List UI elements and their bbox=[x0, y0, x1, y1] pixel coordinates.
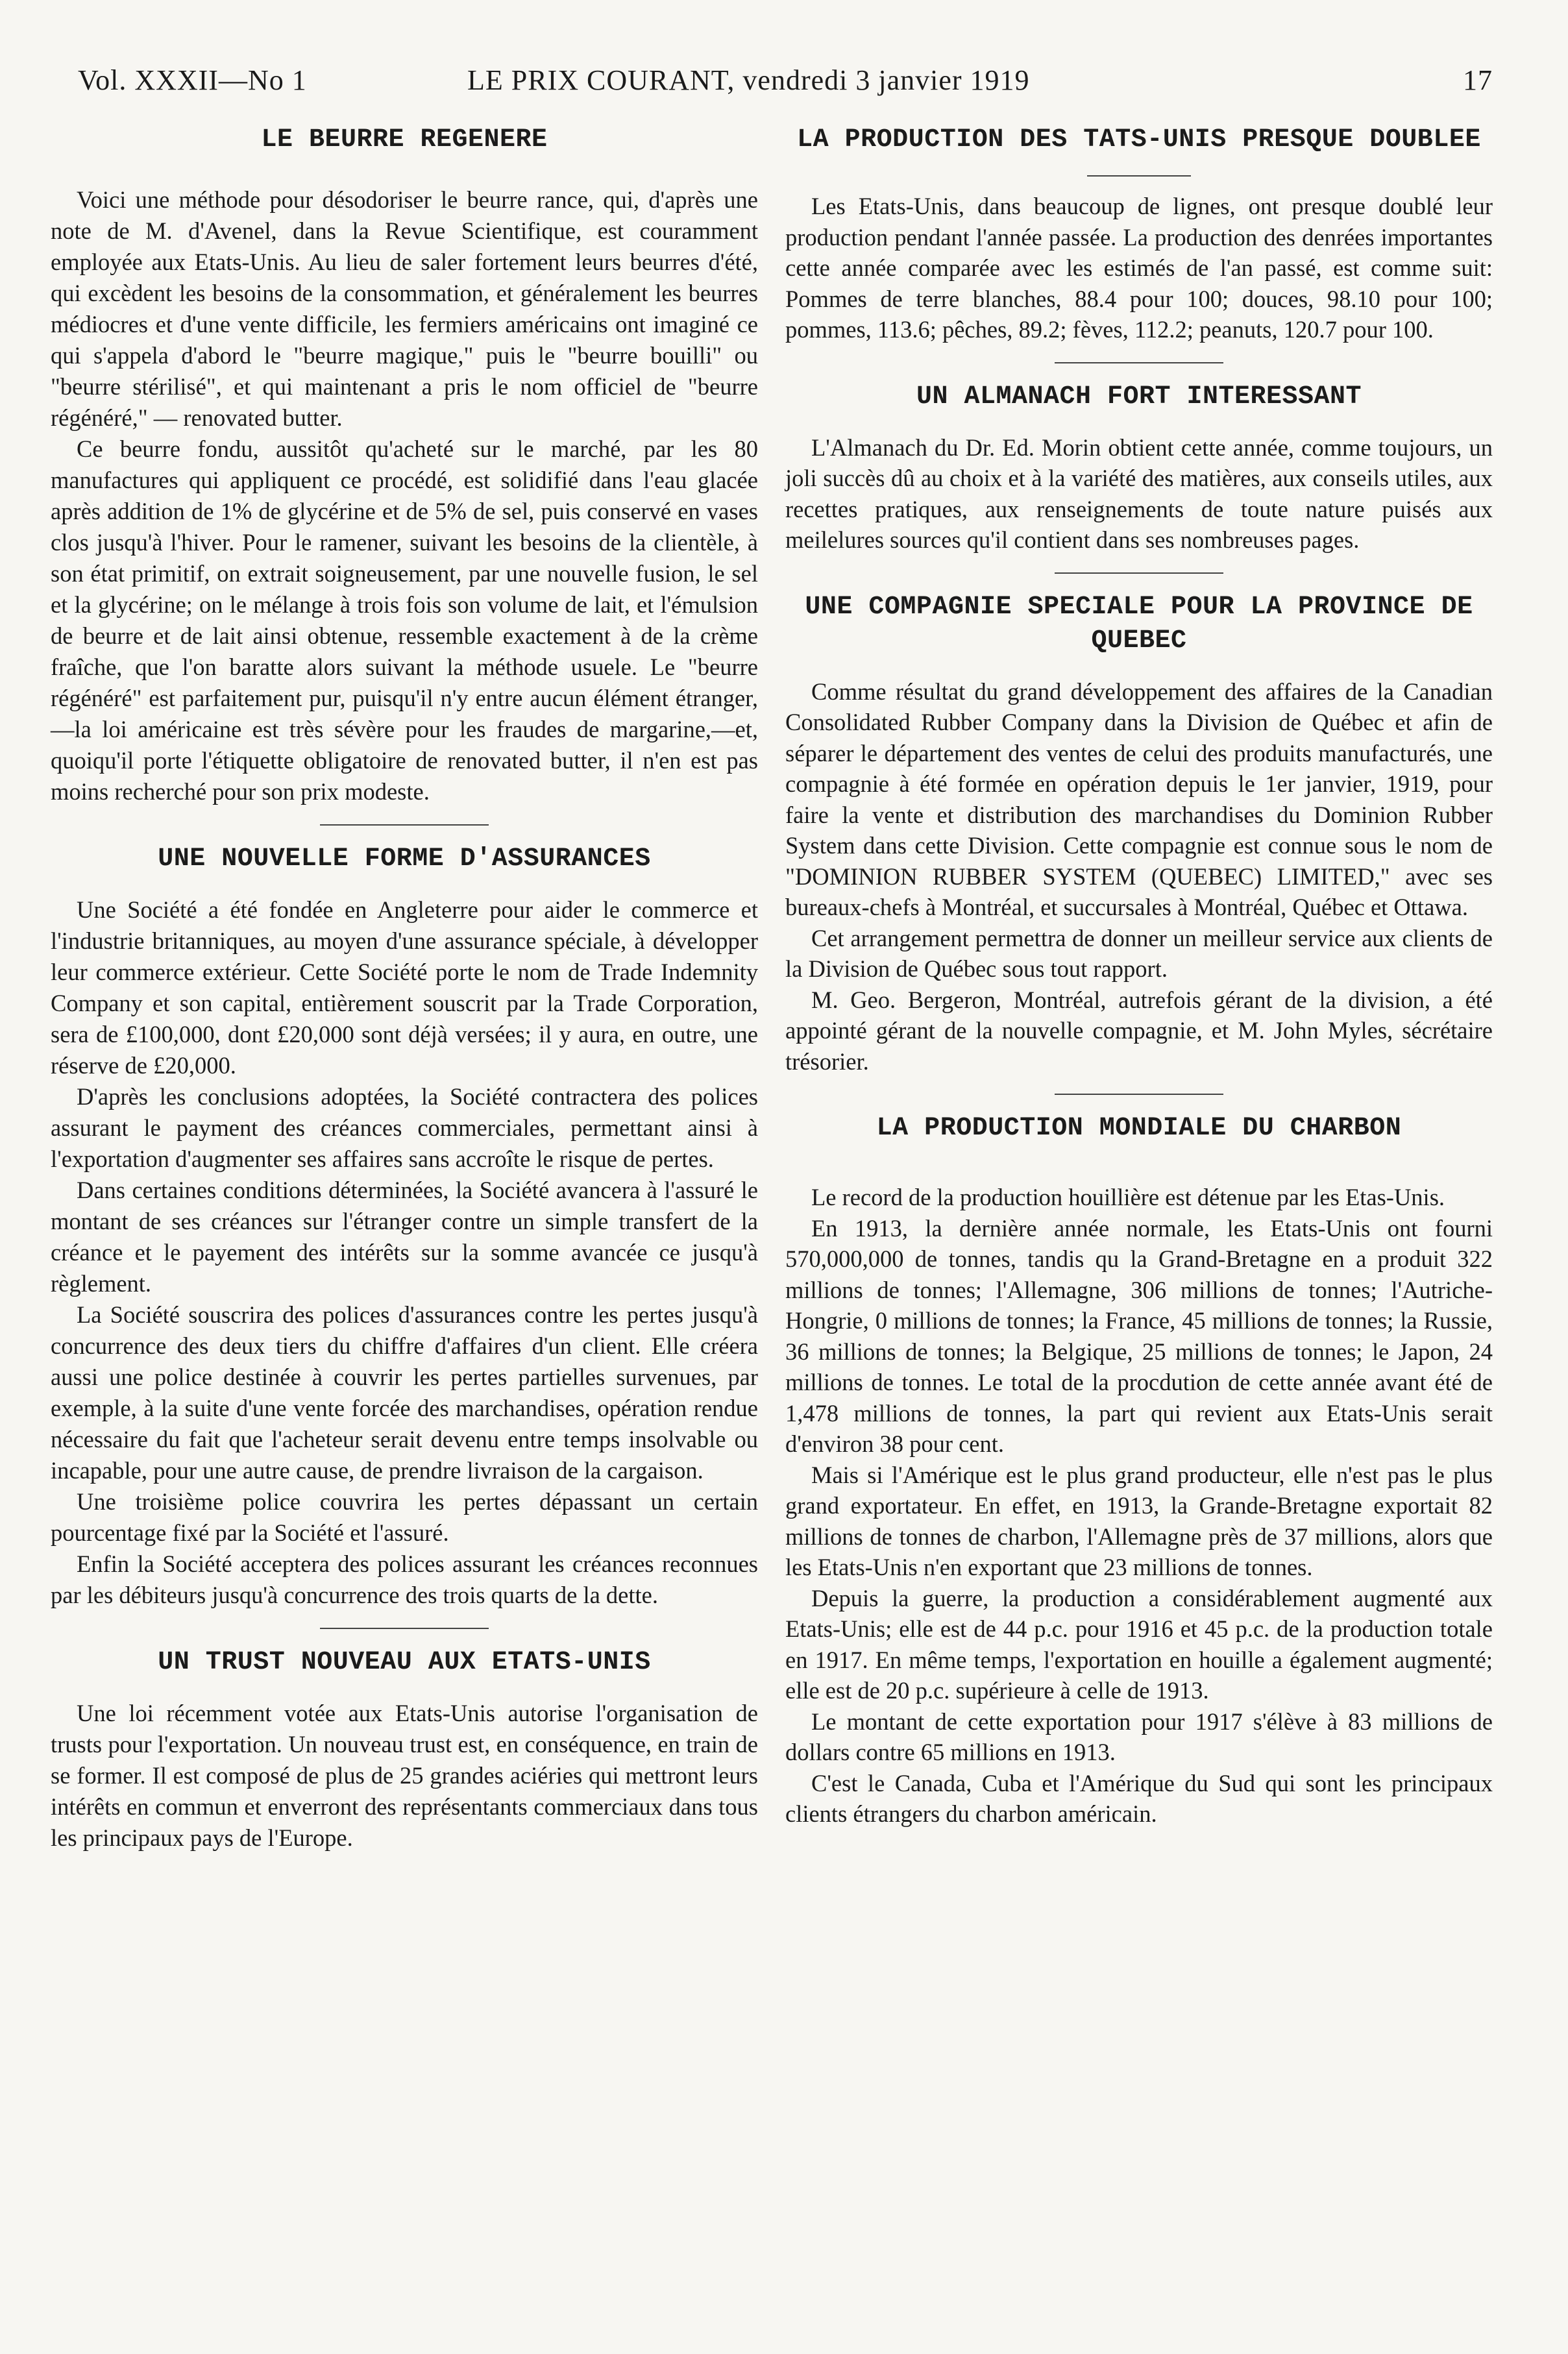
page-header bbox=[78, 57, 1493, 116]
article-title: LE BEURRE REGENERE bbox=[261, 125, 548, 154]
article-compagnie-quebec bbox=[785, 591, 1493, 1077]
article-paragraph: D'après les conclusions adoptées, la Société contractera des polices assurant le payment des créances commerciales, permettant ainsi à l'exportation d'augmenter ses affaires sans accroîte le risque de pertes. bbox=[51, 1083, 758, 1172]
article-title: LA PRODUCTION MONDIALE DU CHARBON bbox=[876, 1114, 1402, 1143]
article-paragraph: C'est le Canada, Cuba et l'Amérique du Sud qui sont les principaux clients étrangers du charbon américain. bbox=[785, 1769, 1493, 1827]
article-paragraph: La Société souscrira des polices d'assurances contre les pertes jusqu'à concurrence des deux tiers du chiffre d'affaires d'un client. Elle créera aussi une police destinée à couvrir les pertes partielles survenues, par exemple, à la suite d'une vente forcée des marchandises, opération rendue nécessaire du fait que l'acheteur serait devenu entre temps insolvable ou incapable, pour une autre cause, de prendre livraison de la cargaison. bbox=[51, 1301, 758, 1484]
article-paragraph: M. Geo. Bergeron, Montréal, autrefois gérant de la division, a été appointé gérant de la nouvelle compagnie, et M. John Myles, sécrétaire trésorier. bbox=[785, 986, 1493, 1075]
article-paragraph: Dans certaines conditions déterminées, la Société avancera à l'assuré le montant de ses créances sur l'étranger contre un simple transfert de la créance et le payement des intérêts sur la somme avancée ce jusqu'à règlement. bbox=[51, 1177, 758, 1297]
article-divider bbox=[320, 1628, 489, 1629]
article-paragraph: Les Etats-Unis, dans beaucoup de lignes, ont presque doublé leur production pendant l'année passée. La production des denrées importantes cette année comparée avec les estimés de l'an passé, est comme suit: Pommes de terre blanches, 88.4 pour 100; douces, 98.10 pour 100; pommes, 113.6; pêches, 89.2; fèves, 112.2; peanuts, 120.7 pour 100. bbox=[785, 193, 1493, 343]
publication-title: LE PRIX COURANT, vendredi 3 janvier 1919 bbox=[467, 64, 1030, 96]
article-paragraph: Ce beurre fondu, aussitôt qu'acheté sur le marché, par les 80 manufactures qui appliquent ce procédé, est solidifié dans l'eau glacée après addition de 1% de glycérine et de 5% de sel, puis conservé en vases clos jusqu'à l'hiver. Pour le ramener, suivant les besoins de la clientèle, à son état primitif, on extrait soigneusement, par une nouvelle fusion, le sel et la glycérine; on le mélange à trois fois son volume de lait, et l'émulsion de beurre et de lait ainsi obtenue, ressemble exactement à de la crème fraîche, que l'on baratte alors suivant la méthode usuele. Le "beurre régénéré" est parfaitement pur, puisqu'il n'y entre aucun élément étranger, —la loi américaine est très sévère pour les fraudes de margarine,—et, quoiqu'il porte l'étiquette obligatoire de renovated butter, il n'en est pas moins recherché pour son prix modeste. bbox=[51, 435, 758, 805]
article-paragraph: Mais si l'Amérique est le plus grand producteur, elle n'est pas le plus grand exportateur. En effet, en 1913, la Grande-Bretagne exportait 82 millions de tonnes de charbon, l'Allemagne près de 37 millions, alors que les Etats-Unis n'en exportant que 23 millions de tonnes. bbox=[785, 1461, 1493, 1580]
article-paragraph: Cet arrangement permettra de donner un meilleur service aux clients de la Division de Québec sous tout rapport. bbox=[785, 924, 1493, 982]
article-charbon bbox=[785, 1112, 1493, 1830]
title-rule bbox=[1087, 175, 1191, 177]
left-column bbox=[51, 123, 758, 1854]
article-paragraph: En 1913, la dernière année normale, les Etats-Unis ont fourni 570,000,000 de tonnes, tandis qu la Grand-Bretagne en a produit 322 millions de tonnes; l'Allemagne, 306 millions de tonnes; l'Autriche-Hongrie, 0 millions de tonnes; la France, 45 millions de tonnes; la Russie, 36 millions de tonnes; la Belgique, 25 millions de tonnes; le Japon, 24 millions de tonnes. Le total de la procdution de cette année avant été de 1,478 millions de tonnes, la part qui revient aux Etats-Unis serait d'environ 38 pour cent. bbox=[785, 1214, 1493, 1457]
page-number: 17 bbox=[1463, 64, 1493, 96]
article-paragraph: Le record de la production houillière est détenue par les Etas-Unis. bbox=[811, 1184, 1445, 1210]
article-title: LA PRODUCTION DES TATS-UNIS PRESQUE DOUBLEE bbox=[797, 125, 1481, 154]
article-paragraph: Le montant de cette exportation pour 1917 s'élève à 83 millions de dollars contre 65 millions en 1913. bbox=[785, 1708, 1493, 1765]
article-paragraph: Une Société a été fondée en Angleterre pour aider le commerce et l'industrie britanniques, au moyen d'une assurance spéciale, à développer leur commerce extérieur. Cette Société porte le nom de Trade Indemnity Company et son capital, entièrement souscrit par la Trade Corporation, sera de £100,000, dont £20,000 sont déjà versées; il y aura, en outre, une réserve de £20,000. bbox=[51, 896, 758, 1079]
article-paragraph: L'Almanach du Dr. Ed. Morin obtient cette année, comme toujours, un joli succès dû au choix et à la variété des matières, aux conseils utiles, aux recettes pratiques, aux renseignements de toute nature puisés aux meilelures sources qu'il contient dans ses nombreuses pages. bbox=[785, 434, 1493, 553]
article-title: UN TRUST NOUVEAU AUX ETATS-UNIS bbox=[158, 1648, 651, 1677]
article-paragraph: Enfin la Société acceptera des polices assurant les créances reconnues par les débiteurs jusqu'à concurrence des trois quarts de la dette. bbox=[51, 1551, 758, 1608]
article-divider bbox=[1055, 572, 1223, 574]
article-paragraph: Une troisième police couvrira les pertes dépassant un certain pourcentage fixé par la Société et l'assuré. bbox=[51, 1488, 758, 1546]
article-assurances bbox=[51, 842, 758, 1611]
article-title: UNE NOUVELLE FORME D'ASSURANCES bbox=[158, 844, 651, 874]
article-title: UNE COMPAGNIE SPECIALE POUR LA PROVINCE DE QUEBEC bbox=[805, 592, 1473, 656]
article-title: UN ALMANACH FORT INTERESSANT bbox=[916, 382, 1362, 411]
article-divider bbox=[1055, 1094, 1223, 1095]
volume-number: Vol. XXXII—No 1 bbox=[78, 64, 307, 96]
article-paragraph: Une loi récemment votée aux Etats-Unis autorise l'organisation de trusts pour l'exportation. Un nouveau trust est, en conséquence, en train de se former. Il est composé de plus de 25 grandes aciéries qui mettront leurs intérêts en commun et enverront des représentants commerciaux dans tous les principaux pays de l'Europe. bbox=[51, 1700, 758, 1851]
article-trust bbox=[51, 1646, 758, 1854]
article-almanach bbox=[785, 380, 1493, 556]
article-paragraph: Depuis la guerre, la production a considérablement augmenté aux Etats-Unis; elle est de 44 p.c. pour 1916 et 45 p.c. de la production totale en 1917. En même temps, l'exportation en houille a également augmenté; elle est de 20 p.c. supérieure à celle de 1913. bbox=[785, 1584, 1493, 1704]
article-paragraph: Voici une méthode pour désodoriser le beurre rance, qui, d'après une note de M. d'Avenel, dans la Revue Scientifique, est couramment employée aux Etats-Unis. Au lieu de saler fortement leurs beurres d'été, qui excèdent les besoins de la consommation, et généralement les beurres médiocres et d'une vente difficile, les fermiers américains ont imaginé ce qui s'appela d'abord le "beurre magique," puis le "beurre bouilli" ou "beurre stérilisé", et qui maintenant a pris le nom officiel de "beurre régénéré," — renovated butter. bbox=[51, 186, 758, 431]
article-beurre-regenere bbox=[51, 123, 758, 807]
article-divider bbox=[1055, 362, 1223, 363]
article-paragraph: Comme résultat du grand développement des affaires de la Canadian Consolidated Rubber Company dans la Division de Québec et afin de séparer le département des ventes de celui des produits manufacturés, une compagnie à été formée en opération depuis le 1er janvier, 1919, pour faire la vente et distribution des marchandises du Dominion Rubber System dans cette Division. Cette compagnie est connue sous le nom de "DOMINION RUBBER SYSTEM (QUEBEC) LIMITED," avec ses bureaux-chefs à Montréal, et succursales à Montréal, Québec et Ottawa. bbox=[785, 678, 1493, 920]
article-divider bbox=[320, 824, 489, 826]
article-production-etats-unis bbox=[785, 123, 1493, 345]
right-column bbox=[785, 123, 1493, 1830]
